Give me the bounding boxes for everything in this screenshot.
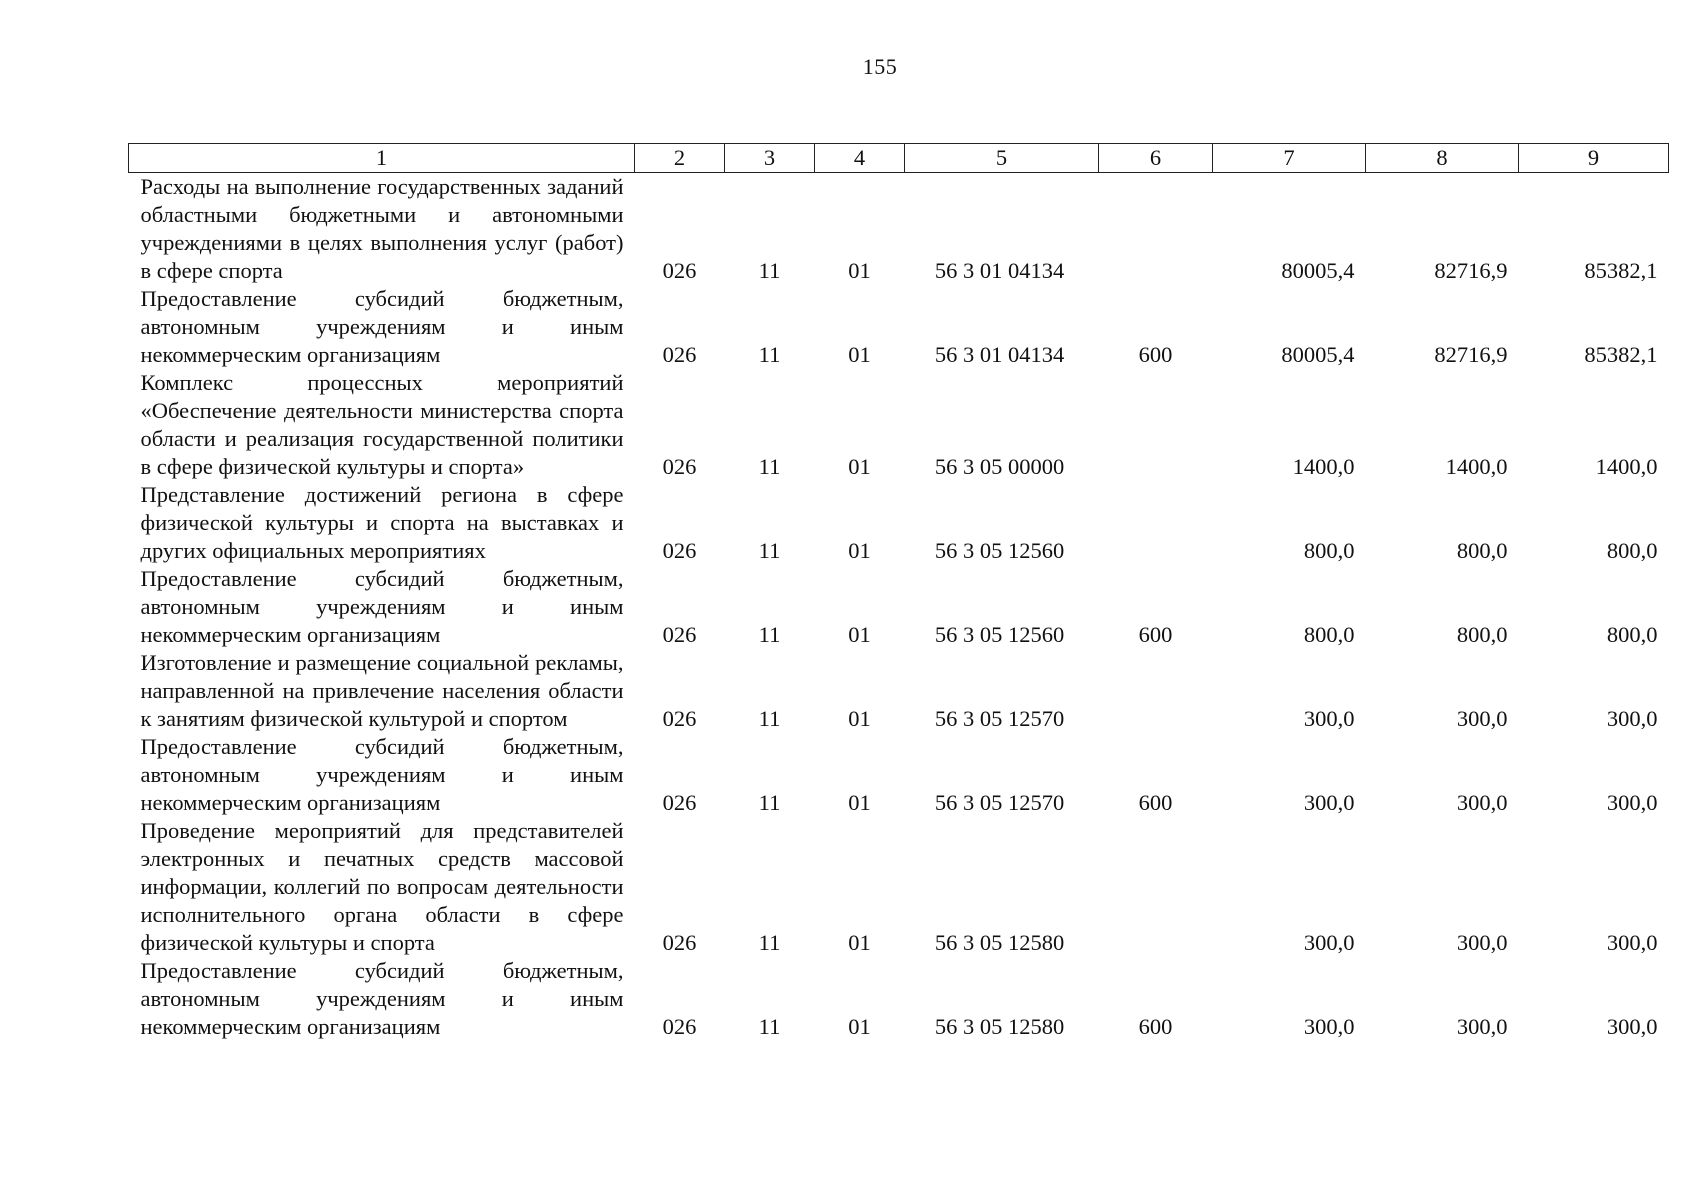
row-description: Представление достижений региона в сфере физической культуры и спорта на выставках и других официальных мероприятиях — [140, 482, 624, 563]
chapter-code-cell: 026 — [662, 1014, 697, 1039]
subsection-code-cell: 01 — [848, 342, 871, 367]
amount-year3-cell: 300,0 — [1606, 790, 1658, 815]
amount-year2-cell: 300,0 — [1456, 706, 1508, 731]
column-header-3: 3 — [725, 144, 815, 173]
chapter-code-cell: 026 — [662, 258, 697, 283]
target-article-cell: 56 3 05 12580 — [934, 1014, 1065, 1039]
column-header-7: 7 — [1213, 144, 1366, 173]
table-row — [129, 369, 1669, 481]
amount-year2-cell: 300,0 — [1456, 1014, 1508, 1039]
table-row — [129, 649, 1669, 733]
amount-year3-cell: 300,0 — [1606, 706, 1658, 731]
section-code-cell: 11 — [758, 790, 781, 815]
amount-year1-cell: 300,0 — [1303, 1014, 1355, 1039]
row-description: Предоставление субсидий бюджетным, автономным учреждениям и иным некоммерческим организациям — [140, 286, 624, 367]
target-article-cell: 56 3 05 12570 — [934, 706, 1065, 731]
column-header-2: 2 — [635, 144, 725, 173]
amount-year3-cell: 1400,0 — [1595, 454, 1658, 479]
amount-year2-cell: 800,0 — [1456, 538, 1508, 563]
chapter-code-cell: 026 — [662, 930, 697, 955]
target-article-cell: 56 3 01 04134 — [934, 342, 1065, 367]
chapter-code-cell: 026 — [662, 790, 697, 815]
section-code-cell: 11 — [758, 706, 781, 731]
expense-type-cell — [1099, 369, 1213, 481]
row-description: Изготовление и размещение социальной рекламы, направленной на привлечение населения области к занятиям физической культурой и спортом — [140, 650, 624, 731]
table-row — [129, 481, 1669, 565]
expense-type-cell: 600 — [1138, 342, 1173, 367]
chapter-code-cell: 026 — [662, 538, 697, 563]
amount-year2-cell: 1400,0 — [1445, 454, 1508, 479]
column-header-6: 6 — [1099, 144, 1213, 173]
section-code-cell: 11 — [758, 342, 781, 367]
target-article-cell: 56 3 05 12560 — [934, 622, 1065, 647]
subsection-code-cell: 01 — [848, 258, 871, 283]
row-description: Проведение мероприятий для представителей электронных и печатных средств массовой информации, коллегий по вопросам деятельности исполнительного органа области в сфере физической культуры и спорта — [140, 818, 624, 955]
row-description: Предоставление субсидий бюджетным, автономным учреждениям и иным некоммерческим организациям — [140, 566, 624, 647]
section-code-cell: 11 — [758, 454, 781, 479]
amount-year3-cell: 800,0 — [1606, 622, 1658, 647]
expense-type-cell — [1099, 649, 1213, 733]
amount-year3-cell: 85382,1 — [1584, 258, 1658, 283]
table-row — [129, 957, 1669, 1041]
chapter-code-cell: 026 — [662, 454, 697, 479]
amount-year2-cell: 800,0 — [1456, 622, 1508, 647]
amount-year1-cell: 800,0 — [1303, 538, 1355, 563]
expense-type-cell — [1099, 481, 1213, 565]
target-article-cell: 56 3 05 12570 — [934, 790, 1065, 815]
column-header-4: 4 — [815, 144, 905, 173]
chapter-code-cell: 026 — [662, 342, 697, 367]
amount-year2-cell: 82716,9 — [1434, 258, 1508, 283]
target-article-cell: 56 3 01 04134 — [934, 258, 1065, 283]
table-row — [129, 285, 1669, 369]
expense-type-cell: 600 — [1138, 622, 1173, 647]
section-code-cell: 11 — [758, 538, 781, 563]
column-header-9: 9 — [1519, 144, 1669, 173]
chapter-code-cell: 026 — [662, 706, 697, 731]
target-article-cell: 56 3 05 12560 — [934, 538, 1065, 563]
subsection-code-cell: 01 — [848, 790, 871, 815]
row-description: Предоставление субсидий бюджетным, автономным учреждениям и иным некоммерческим организациям — [140, 734, 624, 815]
amount-year1-cell: 800,0 — [1303, 622, 1355, 647]
table-row — [129, 173, 1669, 286]
page-number: 155 — [862, 54, 898, 79]
subsection-code-cell: 01 — [848, 706, 871, 731]
amount-year1-cell: 300,0 — [1303, 930, 1355, 955]
chapter-code-cell: 026 — [662, 622, 697, 647]
amount-year3-cell: 300,0 — [1606, 930, 1658, 955]
expense-type-cell — [1099, 817, 1213, 957]
column-header-1: 1 — [129, 144, 635, 173]
row-description: Предоставление субсидий бюджетным, автономным учреждениям и иным некоммерческим организациям — [140, 958, 624, 1039]
column-header-5: 5 — [905, 144, 1099, 173]
column-number-header-row — [129, 144, 1669, 173]
budget-table — [128, 143, 1669, 1041]
subsection-code-cell: 01 — [848, 930, 871, 955]
table-row — [129, 817, 1669, 957]
row-description: Комплекс процессных мероприятий «Обеспечение деятельности министерства спорта области и реализация государственной политики в сфере физической культуры и спорта» — [140, 370, 624, 479]
amount-year3-cell: 300,0 — [1606, 1014, 1658, 1039]
row-description: Расходы на выполнение государственных заданий областными бюджетными и автономными учреждениями в целях выполнения услуг (работ) в сфере спорта — [140, 174, 624, 283]
amount-year1-cell: 300,0 — [1303, 790, 1355, 815]
amount-year2-cell: 300,0 — [1456, 790, 1508, 815]
subsection-code-cell: 01 — [848, 622, 871, 647]
amount-year3-cell: 85382,1 — [1584, 342, 1658, 367]
subsection-code-cell: 01 — [848, 454, 871, 479]
section-code-cell: 11 — [758, 258, 781, 283]
section-code-cell: 11 — [758, 930, 781, 955]
section-code-cell: 11 — [758, 1014, 781, 1039]
amount-year1-cell: 80005,4 — [1281, 258, 1355, 283]
amount-year3-cell: 800,0 — [1606, 538, 1658, 563]
subsection-code-cell: 01 — [848, 538, 871, 563]
column-header-8: 8 — [1366, 144, 1519, 173]
expense-type-cell — [1099, 173, 1213, 286]
subsection-code-cell: 01 — [848, 1014, 871, 1039]
expense-type-cell: 600 — [1138, 790, 1173, 815]
amount-year1-cell: 1400,0 — [1292, 454, 1355, 479]
section-code-cell: 11 — [758, 622, 781, 647]
amount-year2-cell: 300,0 — [1456, 930, 1508, 955]
amount-year1-cell: 80005,4 — [1281, 342, 1355, 367]
table-row — [129, 565, 1669, 649]
expense-type-cell: 600 — [1138, 1014, 1173, 1039]
target-article-cell: 56 3 05 00000 — [934, 454, 1065, 479]
amount-year2-cell: 82716,9 — [1434, 342, 1508, 367]
target-article-cell: 56 3 05 12580 — [934, 930, 1065, 955]
table-row — [129, 733, 1669, 817]
amount-year1-cell: 300,0 — [1303, 706, 1355, 731]
